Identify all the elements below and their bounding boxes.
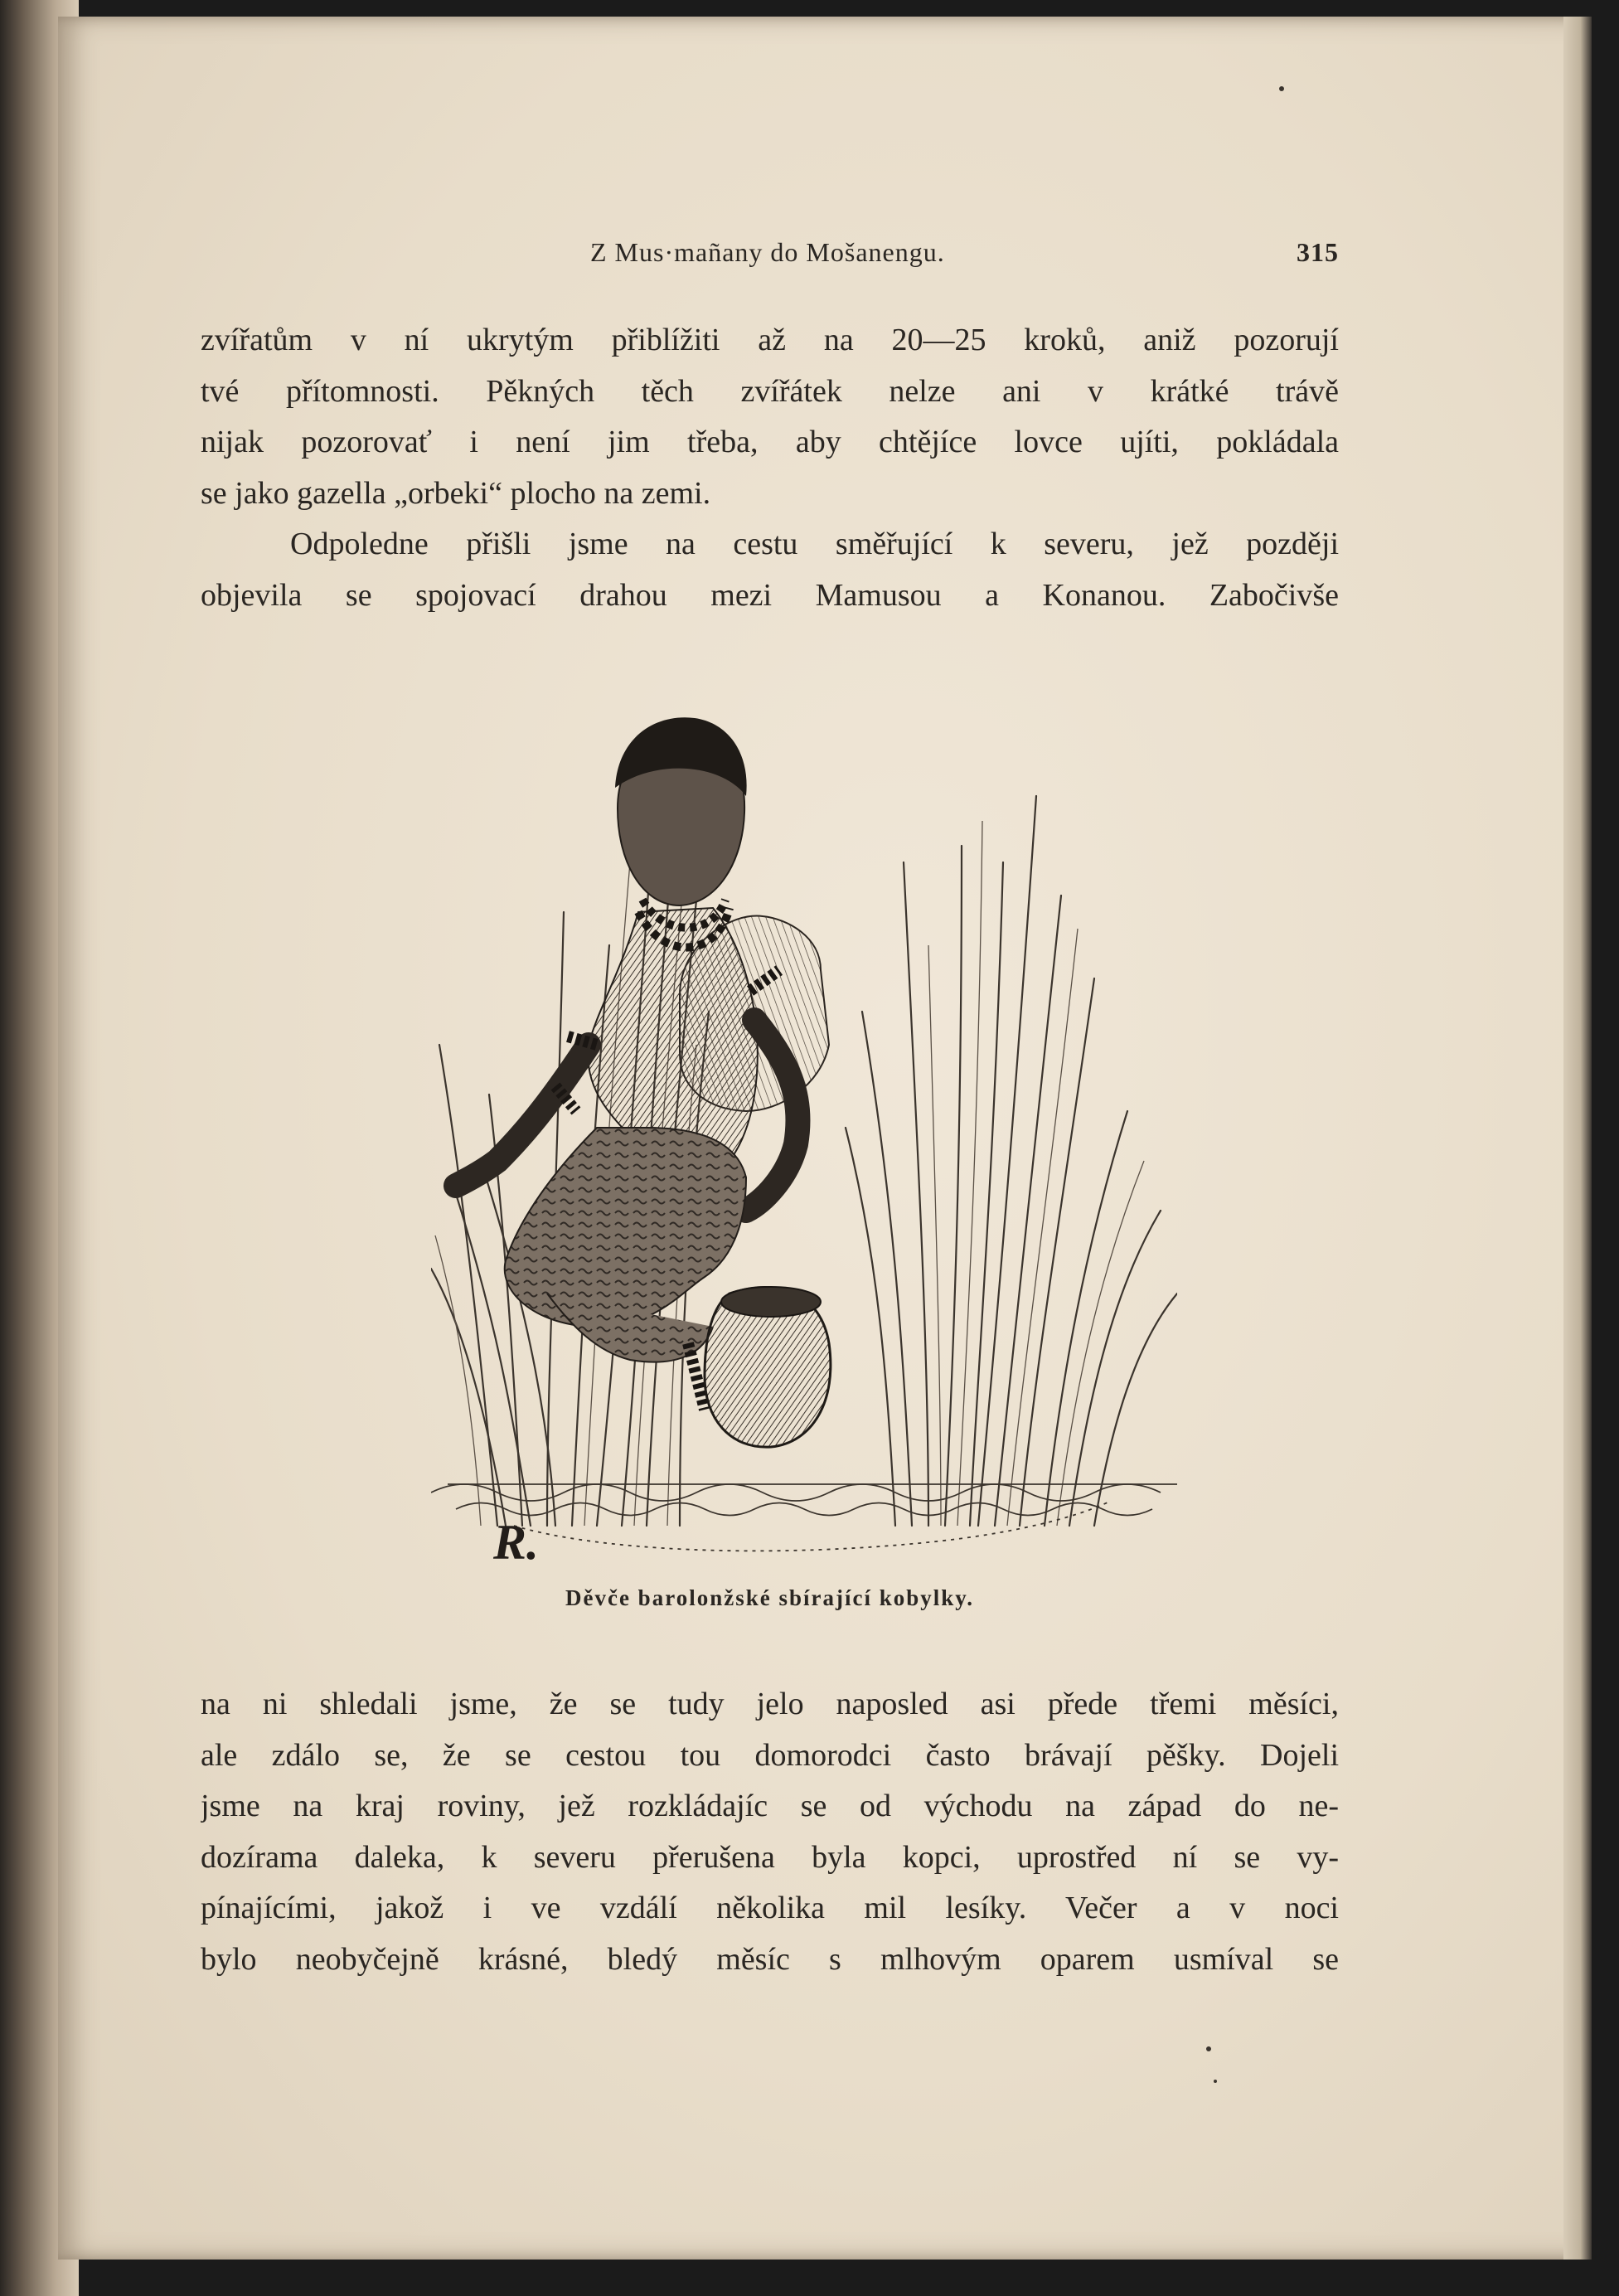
engraver-signature: R. — [493, 1515, 540, 1567]
text-line: pínajícími, jakož i ve vzdálí několika mil lesíky. Večer a v noci — [201, 1891, 1339, 1925]
text-line: se jako gazella „orbeki“ plocho na zemi. — [201, 475, 711, 511]
text-line: nijak pozorovať i není jim třeba, aby chtějíce lovce ujíti, pokládala — [201, 425, 1339, 459]
text-line: na ni shledali jsme, že se tudy jelo naposled asi přede třemi měsíci, — [201, 1687, 1339, 1721]
text-block-bottom — [201, 1679, 1339, 1985]
text-block-top — [201, 315, 1339, 621]
running-title: Z Mus·mañany do Mošanengu. — [590, 237, 945, 267]
engraving-illustration — [431, 697, 1177, 1567]
text-line: bylo neobyčejně krásné, bledý měsíc s mlhovým oparem usmíval se — [201, 1941, 1339, 1977]
text-line: objevila se spojovací drahou mezi Mamusou a Konanou. Zabočivše — [201, 577, 1339, 613]
text-line: zvířatům v ní ukrytým přiblížiti až na 20—25 kroků, aniž pozorují — [201, 323, 1339, 357]
page-edge — [1563, 17, 1592, 2260]
paper-speck — [1279, 86, 1284, 91]
text-line: ale zdálo se, že se cestou tou domorodci často brávají pěšky. Dojeli — [201, 1737, 1339, 1773]
text-line: Odpoledne přišli jsme na cestu směřující k severu, jež později — [290, 527, 1339, 561]
running-head — [201, 232, 1339, 274]
ground-grass — [431, 1484, 1177, 1551]
page-number: 315 — [1297, 237, 1339, 267]
paper-speck — [1206, 2046, 1211, 2051]
figure-caption: Děvče barolonžské sbírající kobylky. — [565, 1585, 975, 1610]
text-line: jsme na kraj roviny, jež rozkládajíc se od východu na západ do ne- — [201, 1789, 1339, 1823]
girl-figure — [456, 717, 831, 1447]
text-line: tvé přítomnosti. Pěkných těch zvířátek nelze ani v krátké trávě — [201, 373, 1339, 409]
text-line: dozírama daleka, k severu přerušena byla kopci, uprostřed ní se vy- — [201, 1839, 1339, 1875]
paper-speck — [1214, 2080, 1217, 2083]
